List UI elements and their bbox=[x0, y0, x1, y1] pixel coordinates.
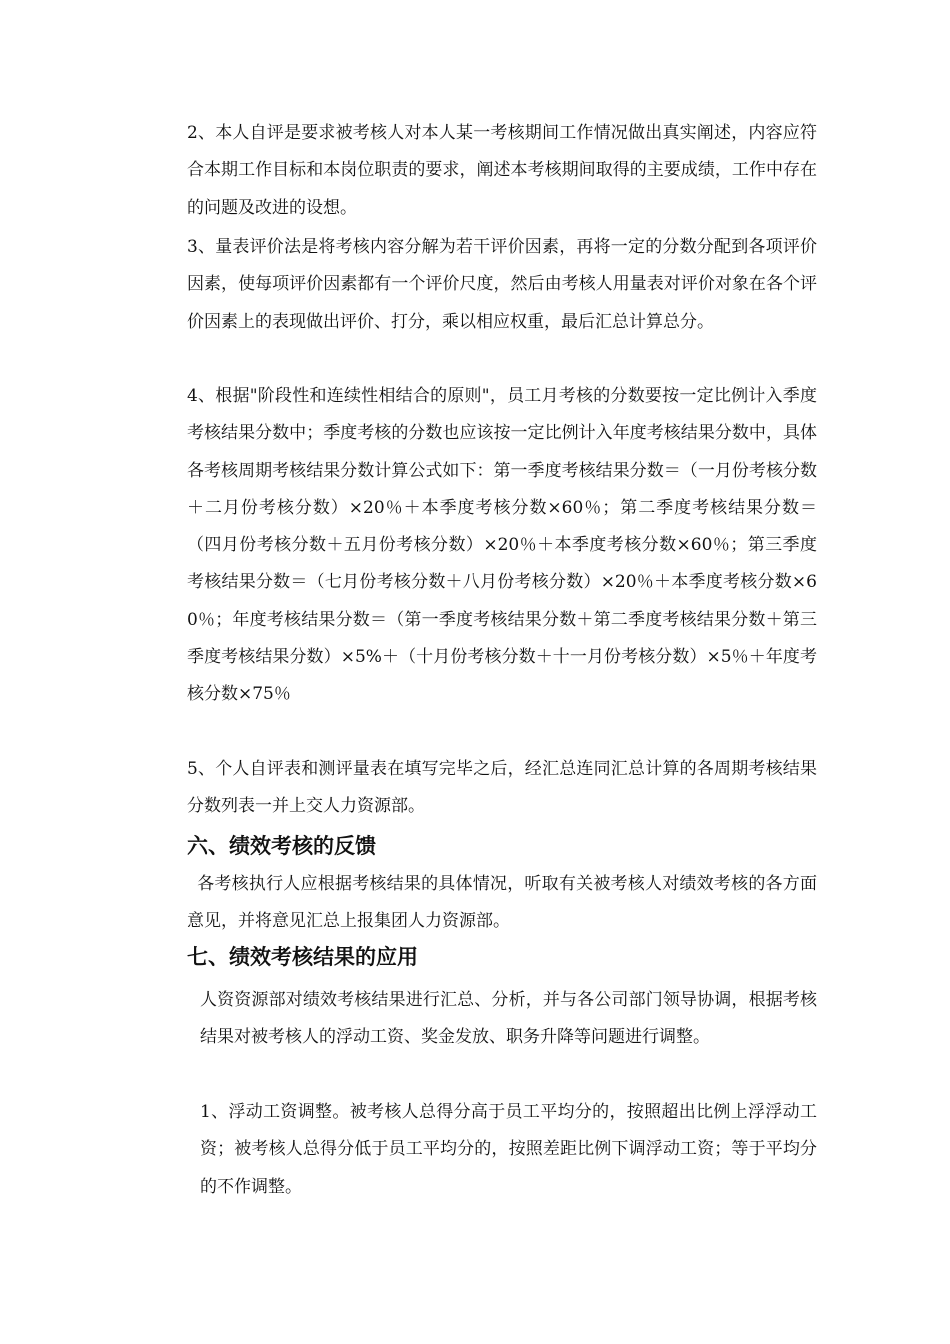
paragraph-submission: 5、个人自评表和测评量表在填写完毕之后，经汇总连同汇总计算的各周期考核结果分数列表一并上交人力资源部。 bbox=[187, 759, 817, 817]
paragraph-self-evaluation: 2、本人自评是要求被考核人对本人某一考核期间工作情况做出真实阐述，内容应符合本期工作目标和本岗位职责的要求，阐述本考核期间取得的主要成绩，工作中存在的问题及改进的设想。 bbox=[187, 123, 817, 218]
paragraph-floating-salary: 1、浮动工资调整。被考核人总得分高于员工平均分的，按照超出比例上浮浮动工资；被考核人总得分低于员工平均分的，按照差距比例下调浮动工资；等于平均分的不作调整。 bbox=[200, 1102, 817, 1197]
heading-section-6: 六、绩效考核的反馈 bbox=[187, 834, 376, 858]
paragraph-results-application: 人资资源部对绩效考核结果进行汇总、分析，并与各公司部门领导协调，根据考核结果对被考核人的浮动工资、奖金发放、职务升降等问题进行调整。 bbox=[200, 990, 817, 1048]
paragraph-feedback: 各考核执行人应根据考核结果的具体情况，听取有关被考核人对绩效考核的各方面意见，并将意见汇总上报集团人力资源部。 bbox=[187, 874, 817, 932]
paragraph-score-formula: 4、根据"阶段性和连续性相结合的原则"，员工月考核的分数要按一定比例计入季度考核结果分数中；季度考核的分数也应该按一定比例计入年度考核结果分数中，具体各考核周期考核结果分数计算公式如下：第一季度考核结果分数＝（一月份考核分数＋二月份考核分数）×20％＋本季度考核分数×60％；第二季度考核结果分数＝（四月份考核分数＋五月份考核分数）×20％＋本季度考核分数×60％；第三季度考核结果分数＝（七月份考核分数＋八月份考核分数）×20％＋本季度考核分数×60％；年度考核结果分数＝（第一季度考核结果分数＋第二季度考核结果分数＋第三季度考核结果分数）×5%＋（十月份考核分数＋十一月份考核分数）×5％＋年度考核分数×75％ bbox=[187, 386, 817, 705]
heading-section-7: 七、绩效考核结果的应用 bbox=[187, 945, 418, 969]
paragraph-rating-scale-method: 3、量表评价法是将考核内容分解为若干评价因素，再将一定的分数分配到各项评价因素，使每项评价因素都有一个评价尺度，然后由考核人用量表对评价对象在各个评价因素上的表现做出评价、打分，乘以相应权重，最后汇总计算总分。 bbox=[187, 237, 817, 332]
